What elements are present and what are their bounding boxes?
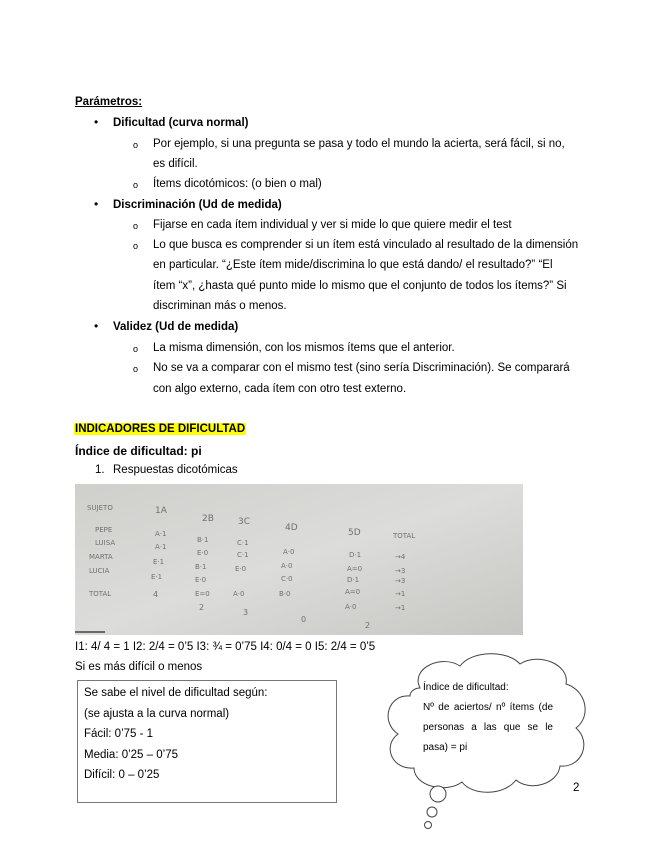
bullet-icon: •	[94, 115, 99, 129]
photo-col: 2B	[202, 514, 214, 524]
box-line: Difícil: 0 – 0’25	[84, 769, 160, 781]
bullet-icon: •	[94, 319, 99, 333]
svg-text:D·1: D·1	[349, 551, 362, 559]
box-line: Se sabe el nivel de dificultad según:	[84, 687, 268, 699]
indicators-heading-text: INDICADORES DE DIFICULTAD	[75, 423, 246, 435]
svg-text:A·0: A·0	[281, 562, 293, 570]
svg-text:2: 2	[365, 621, 371, 630]
param-sub-line: ítem “x”, ¿hasta qué punto mide lo mismo que el conjunto de todos los ítems?” Si	[153, 280, 567, 292]
svg-text:A·0: A·0	[233, 590, 245, 598]
svg-text:B·1: B·1	[197, 536, 209, 544]
photo-col: 3C	[238, 517, 251, 527]
svg-text:A·0: A·0	[345, 603, 357, 611]
svg-text:LUCIA: LUCIA	[89, 567, 110, 575]
svg-text:A·1: A·1	[155, 543, 167, 551]
cloud-body: Nº de aciertos/ nº ítems (de personas a las que se le pasa) = pi	[423, 702, 553, 753]
param-title: Discriminación (Ud de medida)	[113, 199, 282, 211]
svg-text:C·1: C·1	[237, 551, 249, 559]
list-number: 1.	[95, 464, 105, 476]
param-sub-line: Lo que busca es comprender si un ítem está vinculado al resultado de la dimensión	[153, 239, 579, 251]
circle-bullet-icon: o	[133, 364, 139, 374]
circle-bullet-icon: o	[133, 140, 139, 150]
svg-text:C·0: C·0	[281, 575, 293, 583]
list-text: Respuestas dicotómicas	[113, 464, 238, 476]
svg-text:E=0: E=0	[195, 590, 210, 598]
svg-text:E·1: E·1	[153, 558, 165, 566]
param-sub-line: Por ejemplo, si una pregunta se pasa y todo el mundo la acierta, será fácil, si no,	[153, 138, 565, 150]
svg-text:MARTA: MARTA	[89, 553, 113, 561]
box-line: Fácil: 0’75 - 1	[84, 728, 154, 740]
svg-text:PEPE: PEPE	[95, 526, 113, 534]
param-sub-line: discriminan más o menos.	[153, 300, 287, 312]
svg-text:D·1: D·1	[347, 576, 360, 584]
bullet-icon: •	[94, 197, 99, 211]
handwritten-table-drawing	[75, 484, 523, 635]
param-sub-line: Fijarse en cada ítem individual y ver si mide lo que quiere medir el test	[153, 219, 512, 231]
box-line: Media: 0’25 – 0’75	[84, 749, 178, 761]
svg-text:LUISA: LUISA	[95, 539, 116, 547]
svg-text:B·1: B·1	[195, 563, 207, 571]
svg-text:E·0: E·0	[195, 576, 207, 584]
results-line: I1: 4/ 4 = 1 I2: 2/4 = 0’5 I3: ¾ = 0’75 I4: 0/4 = 0 I5: 2/4 = 0’5	[75, 641, 376, 653]
param-sub-line: La misma dimensión, con los mismos ítems que el anterior.	[153, 342, 455, 354]
cloud-title: Índice de dificultad:	[423, 682, 509, 693]
circle-bullet-icon: o	[133, 241, 139, 251]
svg-text:B·0: B·0	[279, 590, 291, 598]
photo-col: 1A	[155, 506, 167, 516]
photo-label: SUJETO	[87, 504, 113, 512]
svg-text:A=0: A=0	[347, 565, 363, 573]
photo-col: 5D	[348, 528, 361, 538]
svg-text:0: 0	[301, 615, 307, 624]
svg-text:C·1: C·1	[237, 539, 249, 547]
svg-text:→4: →4	[395, 553, 406, 561]
svg-text:A·1: A·1	[155, 530, 167, 538]
svg-text:2: 2	[199, 603, 205, 612]
photo-col: 4D	[285, 523, 298, 533]
param-sub-line: con algo externo, cada ítem con otro test externo.	[153, 383, 407, 395]
indicators-heading	[74, 423, 246, 435]
svg-text:→3: →3	[395, 567, 406, 575]
svg-text:4: 4	[153, 590, 159, 599]
section-heading: Parámetros:	[75, 96, 143, 108]
handwritten-table-photo	[75, 484, 523, 635]
svg-text:A=0: A=0	[345, 588, 361, 596]
cloud-text	[423, 678, 553, 758]
page-number: 2	[573, 782, 580, 794]
circle-bullet-icon: o	[133, 221, 139, 231]
circle-bullet-icon: o	[133, 344, 139, 354]
svg-text:E·1: E·1	[151, 573, 163, 581]
svg-text:E·0: E·0	[235, 565, 247, 573]
param-sub-line: es difícil.	[153, 158, 198, 170]
param-sub-line: en particular. “¿Este ítem mide/discrimina lo que está dando/ el resultado?” “El	[153, 259, 553, 271]
photo-col: TOTAL	[393, 532, 416, 540]
difficulty-note: Si es más difícil o menos	[75, 661, 203, 673]
svg-text:→1: →1	[395, 604, 406, 612]
svg-text:→1: →1	[395, 590, 406, 598]
index-title: Índice de dificultad: pi	[75, 444, 202, 458]
param-sub-line: Ítems dicotómicos: (o bien o mal)	[153, 178, 322, 190]
box-line: (se ajusta a la curva normal)	[84, 708, 230, 720]
svg-text:→3: →3	[395, 577, 406, 585]
param-title: Dificultad (curva normal)	[113, 117, 249, 129]
svg-text:A·0: A·0	[283, 548, 295, 556]
svg-text:E·0: E·0	[197, 549, 209, 557]
param-sub-line: No se va a comparar con el mismo test (sino sería Discriminación). Se comparará	[153, 362, 570, 374]
svg-text:3: 3	[243, 608, 249, 617]
circle-bullet-icon: o	[133, 180, 139, 190]
difficulty-levels-box	[77, 680, 337, 803]
param-title: Validez (Ud de medida)	[113, 321, 239, 333]
svg-text:TOTAL: TOTAL	[89, 590, 112, 598]
